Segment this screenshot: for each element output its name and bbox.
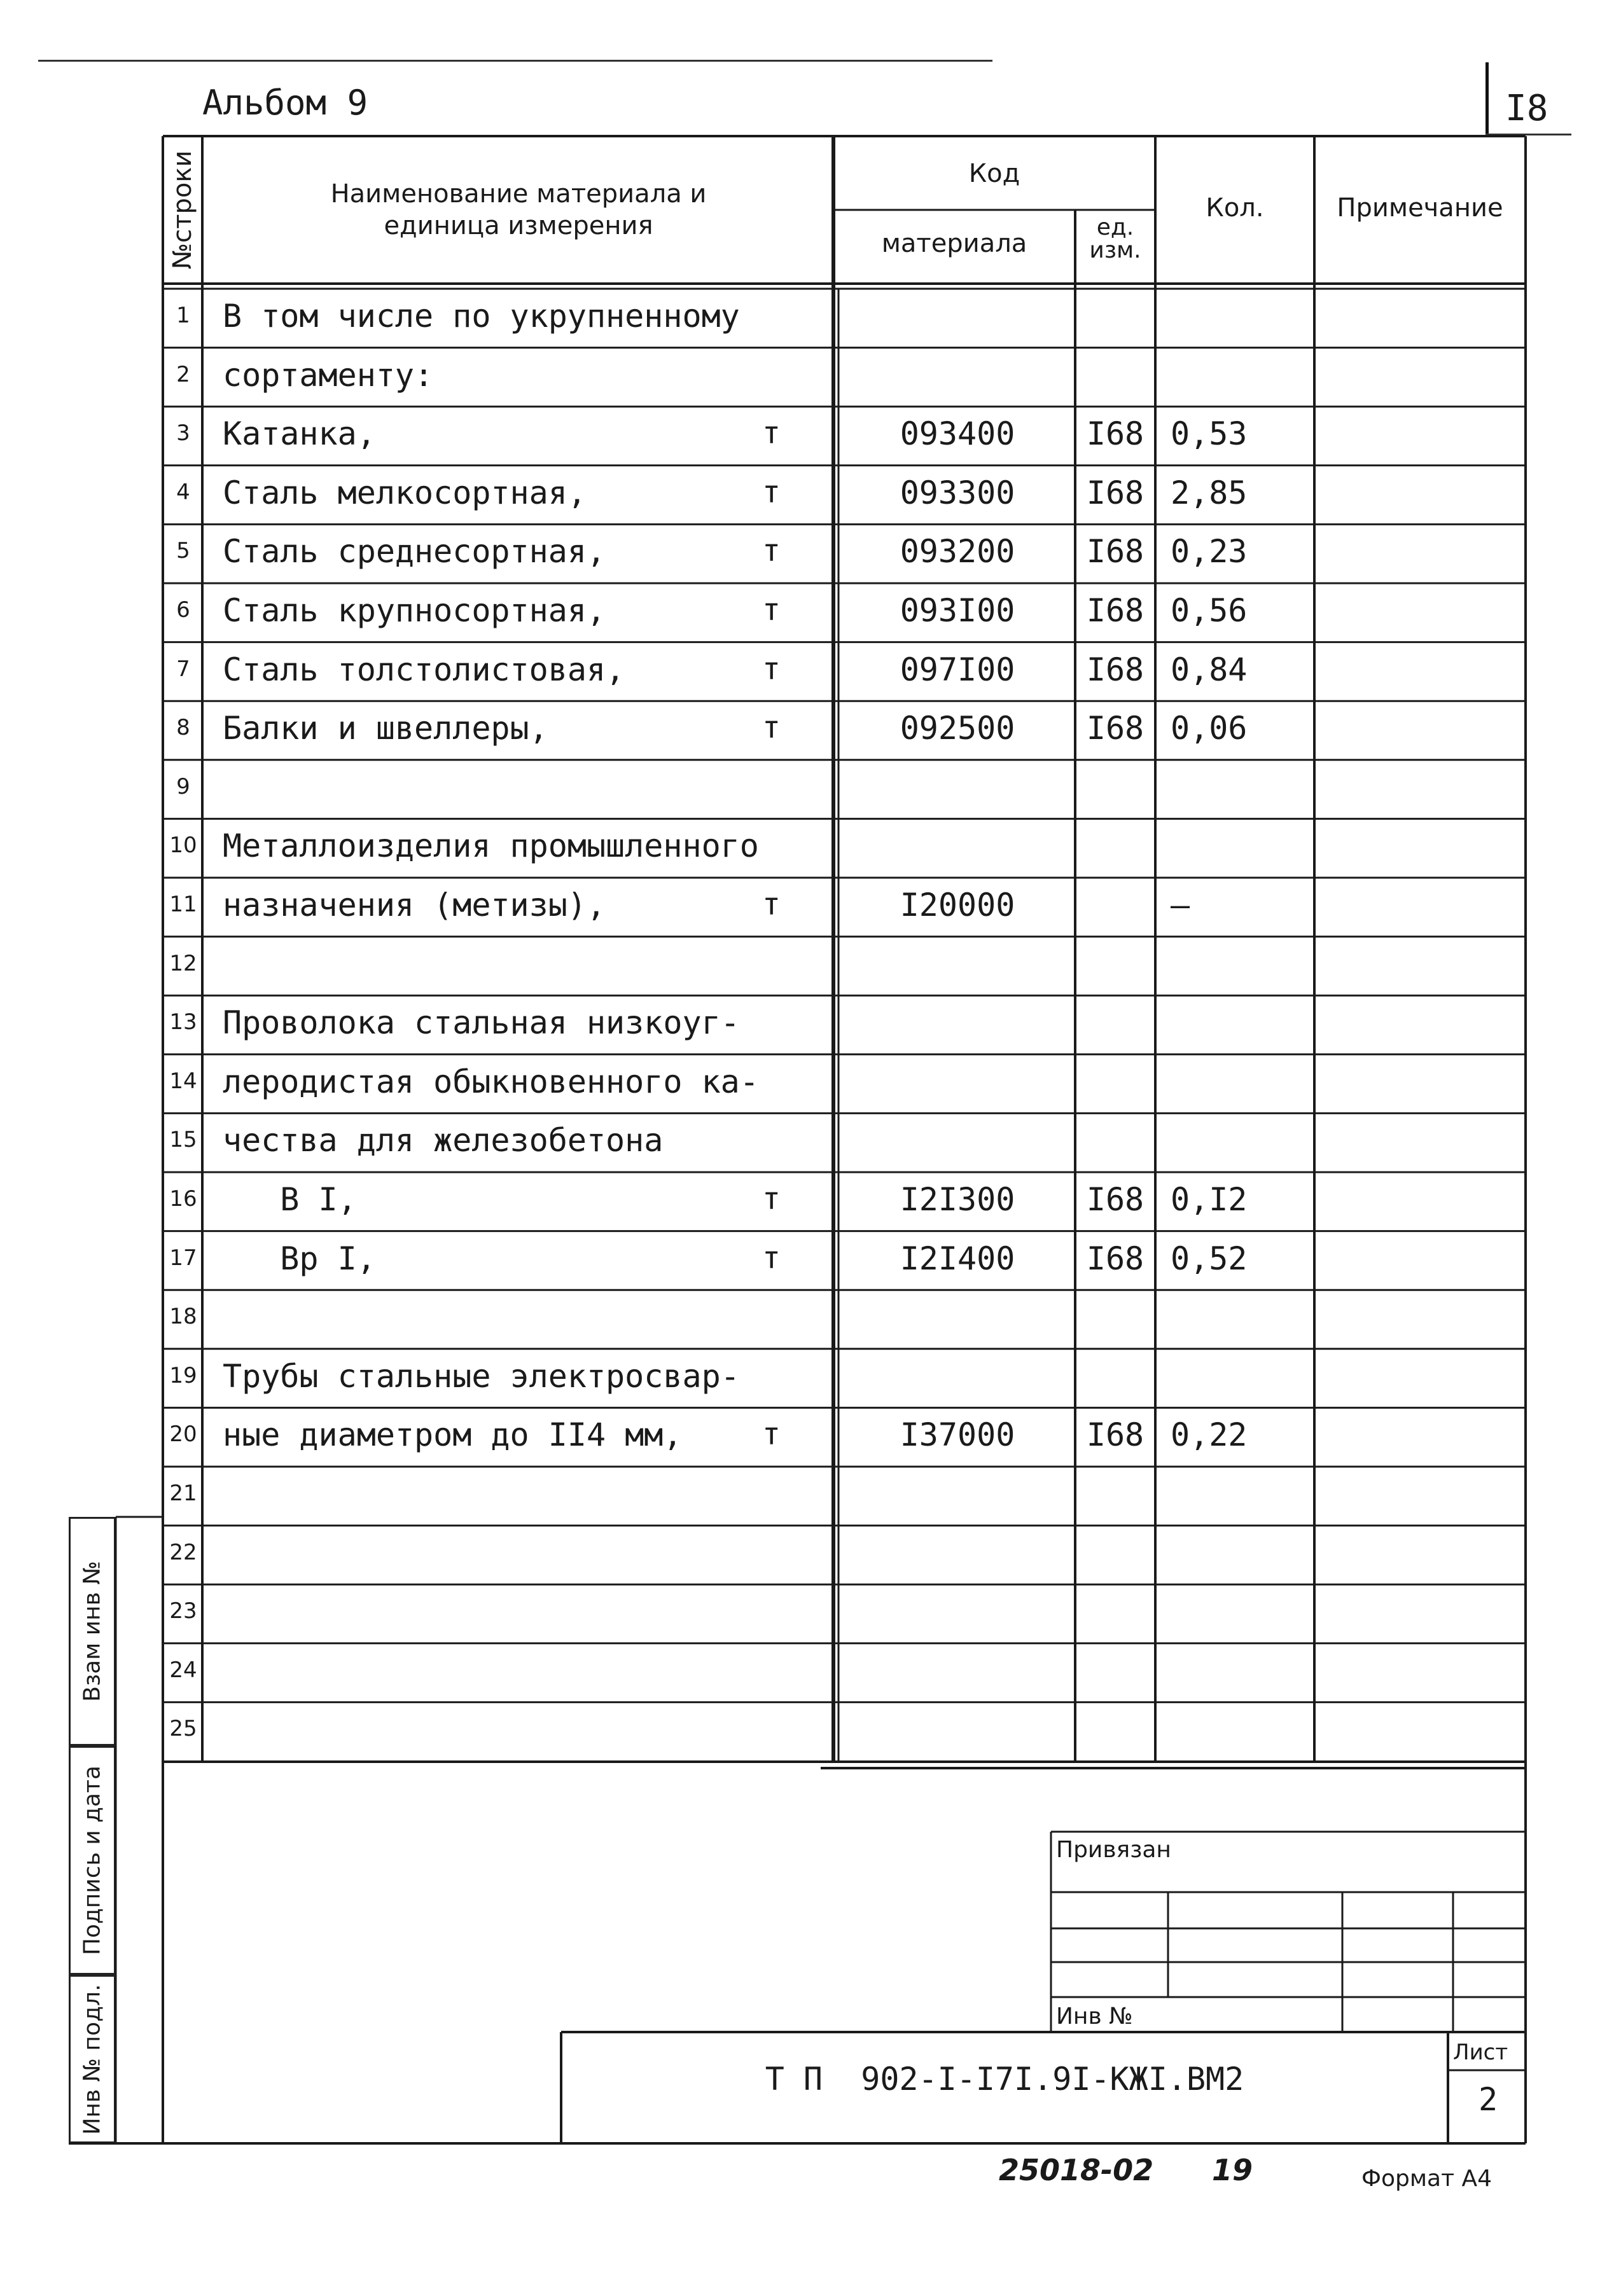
quantity: 0,06 bbox=[1171, 710, 1248, 747]
material-name: леродистая обыкновенного ка- bbox=[223, 1063, 759, 1100]
unit-code: I68 bbox=[1086, 1416, 1144, 1454]
row-number: 16 bbox=[169, 1186, 197, 1212]
row-number: 25 bbox=[169, 1716, 197, 1742]
unit-code: I68 bbox=[1086, 474, 1144, 511]
material-name: Балки и швеллеры, bbox=[223, 710, 548, 747]
material-name: Проволока стальная низкоуг- bbox=[223, 1004, 740, 1042]
unit-code: I68 bbox=[1086, 710, 1144, 747]
row-number: 14 bbox=[169, 1068, 197, 1094]
material-code: 097I00 bbox=[900, 651, 1015, 688]
row-number: 18 bbox=[169, 1304, 197, 1330]
original-inventory-box: Инв № подл. bbox=[69, 1975, 116, 2143]
row-number: 5 bbox=[176, 538, 190, 564]
unit: т bbox=[762, 1240, 781, 1276]
album-label: Альбом 9 bbox=[202, 83, 368, 123]
material-name: Сталь толстолистовая, bbox=[223, 651, 625, 688]
material-code: 093200 bbox=[900, 533, 1015, 571]
inventory-number-label: Инв № bbox=[1056, 2003, 1133, 2030]
unit: т bbox=[762, 533, 781, 569]
document-designation: Т П 902-I-I7I.9I-КЖI.ВМ2 bbox=[765, 2061, 1244, 2098]
material-name: Катанка, bbox=[223, 415, 376, 453]
replacement-inventory-box: Взам инв № bbox=[69, 1517, 116, 1746]
material-code-header: материала bbox=[881, 229, 1027, 258]
unit: т bbox=[762, 474, 781, 510]
material-name: В том числе по укрупненному bbox=[223, 298, 740, 335]
material-name: ные диаметром до II4 мм, bbox=[223, 1416, 683, 1454]
unit: т bbox=[762, 710, 781, 746]
unit: т bbox=[762, 1416, 781, 1453]
row-number: 24 bbox=[169, 1657, 197, 1683]
material-code: I20000 bbox=[900, 887, 1015, 923]
material-code: I2I400 bbox=[900, 1240, 1015, 1277]
material-code: 093I00 bbox=[900, 592, 1015, 629]
material-code: 093400 bbox=[900, 415, 1015, 453]
unit-code: I68 bbox=[1086, 533, 1144, 571]
unit-code: I68 bbox=[1086, 1181, 1144, 1218]
row-number: 2 bbox=[176, 361, 190, 387]
material-name: Сталь крупносортная, bbox=[223, 592, 606, 629]
material-code: I37000 bbox=[900, 1416, 1015, 1454]
quantity: 0,22 bbox=[1171, 1416, 1248, 1454]
sheet-number: 2 bbox=[1478, 2081, 1498, 2118]
page-number: I8 bbox=[1505, 88, 1548, 129]
quantity: — bbox=[1171, 887, 1190, 923]
attached-label: Привязан bbox=[1056, 1837, 1171, 1863]
row-number: 8 bbox=[176, 715, 190, 741]
row-number: 22 bbox=[169, 1539, 197, 1565]
unit-code: I68 bbox=[1086, 415, 1144, 453]
row-number: 17 bbox=[169, 1245, 197, 1271]
quantity-header: Кол. bbox=[1206, 193, 1264, 223]
material-name: назначения (метизы), bbox=[223, 887, 606, 923]
quantity: 0,56 bbox=[1171, 592, 1248, 629]
material-name: Металлоизделия промышленного bbox=[223, 827, 759, 865]
material-name: В I, bbox=[223, 1181, 357, 1218]
quantity: 0,23 bbox=[1171, 533, 1248, 571]
note-header: Примечание bbox=[1337, 193, 1503, 223]
material-code: I2I300 bbox=[900, 1181, 1015, 1218]
row-number: 20 bbox=[169, 1421, 197, 1448]
row-number: 1 bbox=[176, 303, 190, 328]
quantity: 0,53 bbox=[1171, 415, 1248, 453]
paper-format: Формат А4 bbox=[1361, 2166, 1492, 2192]
row-number: 6 bbox=[176, 597, 190, 623]
signature-date-box: Подпись и дата bbox=[69, 1746, 116, 1975]
material-name: Вр I, bbox=[223, 1240, 376, 1277]
row-number: 21 bbox=[169, 1481, 197, 1506]
material-code: 092500 bbox=[900, 710, 1015, 747]
unit: т bbox=[762, 651, 781, 687]
material-code: 093300 bbox=[900, 474, 1015, 511]
unit-code: I68 bbox=[1086, 651, 1144, 688]
row-number: 11 bbox=[169, 892, 197, 917]
unit: т bbox=[762, 592, 781, 628]
sheet-label: Лист bbox=[1453, 2040, 1508, 2065]
material-name: Сталь среднесортная, bbox=[223, 533, 606, 571]
material-name: Сталь мелкосортная, bbox=[223, 474, 587, 511]
row-number: 12 bbox=[169, 950, 197, 976]
unit-code: I68 bbox=[1086, 592, 1144, 629]
unit-code-header: ед. изм. bbox=[1089, 214, 1141, 263]
quantity: 0,52 bbox=[1171, 1240, 1248, 1277]
quantity: 0,84 bbox=[1171, 651, 1248, 688]
row-number: 13 bbox=[169, 1009, 197, 1035]
name-column-header: Наименование материала и единица измерения bbox=[330, 179, 707, 240]
unit: т bbox=[762, 415, 781, 452]
unit-code: I68 bbox=[1086, 1240, 1144, 1277]
quantity: 2,85 bbox=[1171, 474, 1248, 511]
row-number: 23 bbox=[169, 1598, 197, 1624]
unit: т bbox=[762, 887, 781, 922]
material-name: сортаменту: bbox=[223, 356, 434, 394]
row-number: 19 bbox=[169, 1362, 197, 1388]
row-number: 7 bbox=[176, 656, 190, 682]
row-number: 4 bbox=[176, 479, 190, 505]
row-number: 3 bbox=[176, 420, 190, 446]
unit: т bbox=[762, 1181, 781, 1217]
row-number: 15 bbox=[169, 1127, 197, 1153]
row-number: 10 bbox=[169, 833, 197, 859]
row-number-header: №строки bbox=[168, 150, 197, 270]
row-number: 9 bbox=[176, 773, 190, 799]
material-name: Трубы стальные электросвар- bbox=[223, 1357, 740, 1395]
quantity: 0,I2 bbox=[1171, 1181, 1248, 1218]
code-column-header: Код bbox=[968, 159, 1020, 188]
copy-number: 19 bbox=[1212, 2153, 1253, 2187]
material-name: чества для железобетона bbox=[223, 1122, 664, 1159]
order-number: 25018-02 bbox=[999, 2153, 1154, 2187]
